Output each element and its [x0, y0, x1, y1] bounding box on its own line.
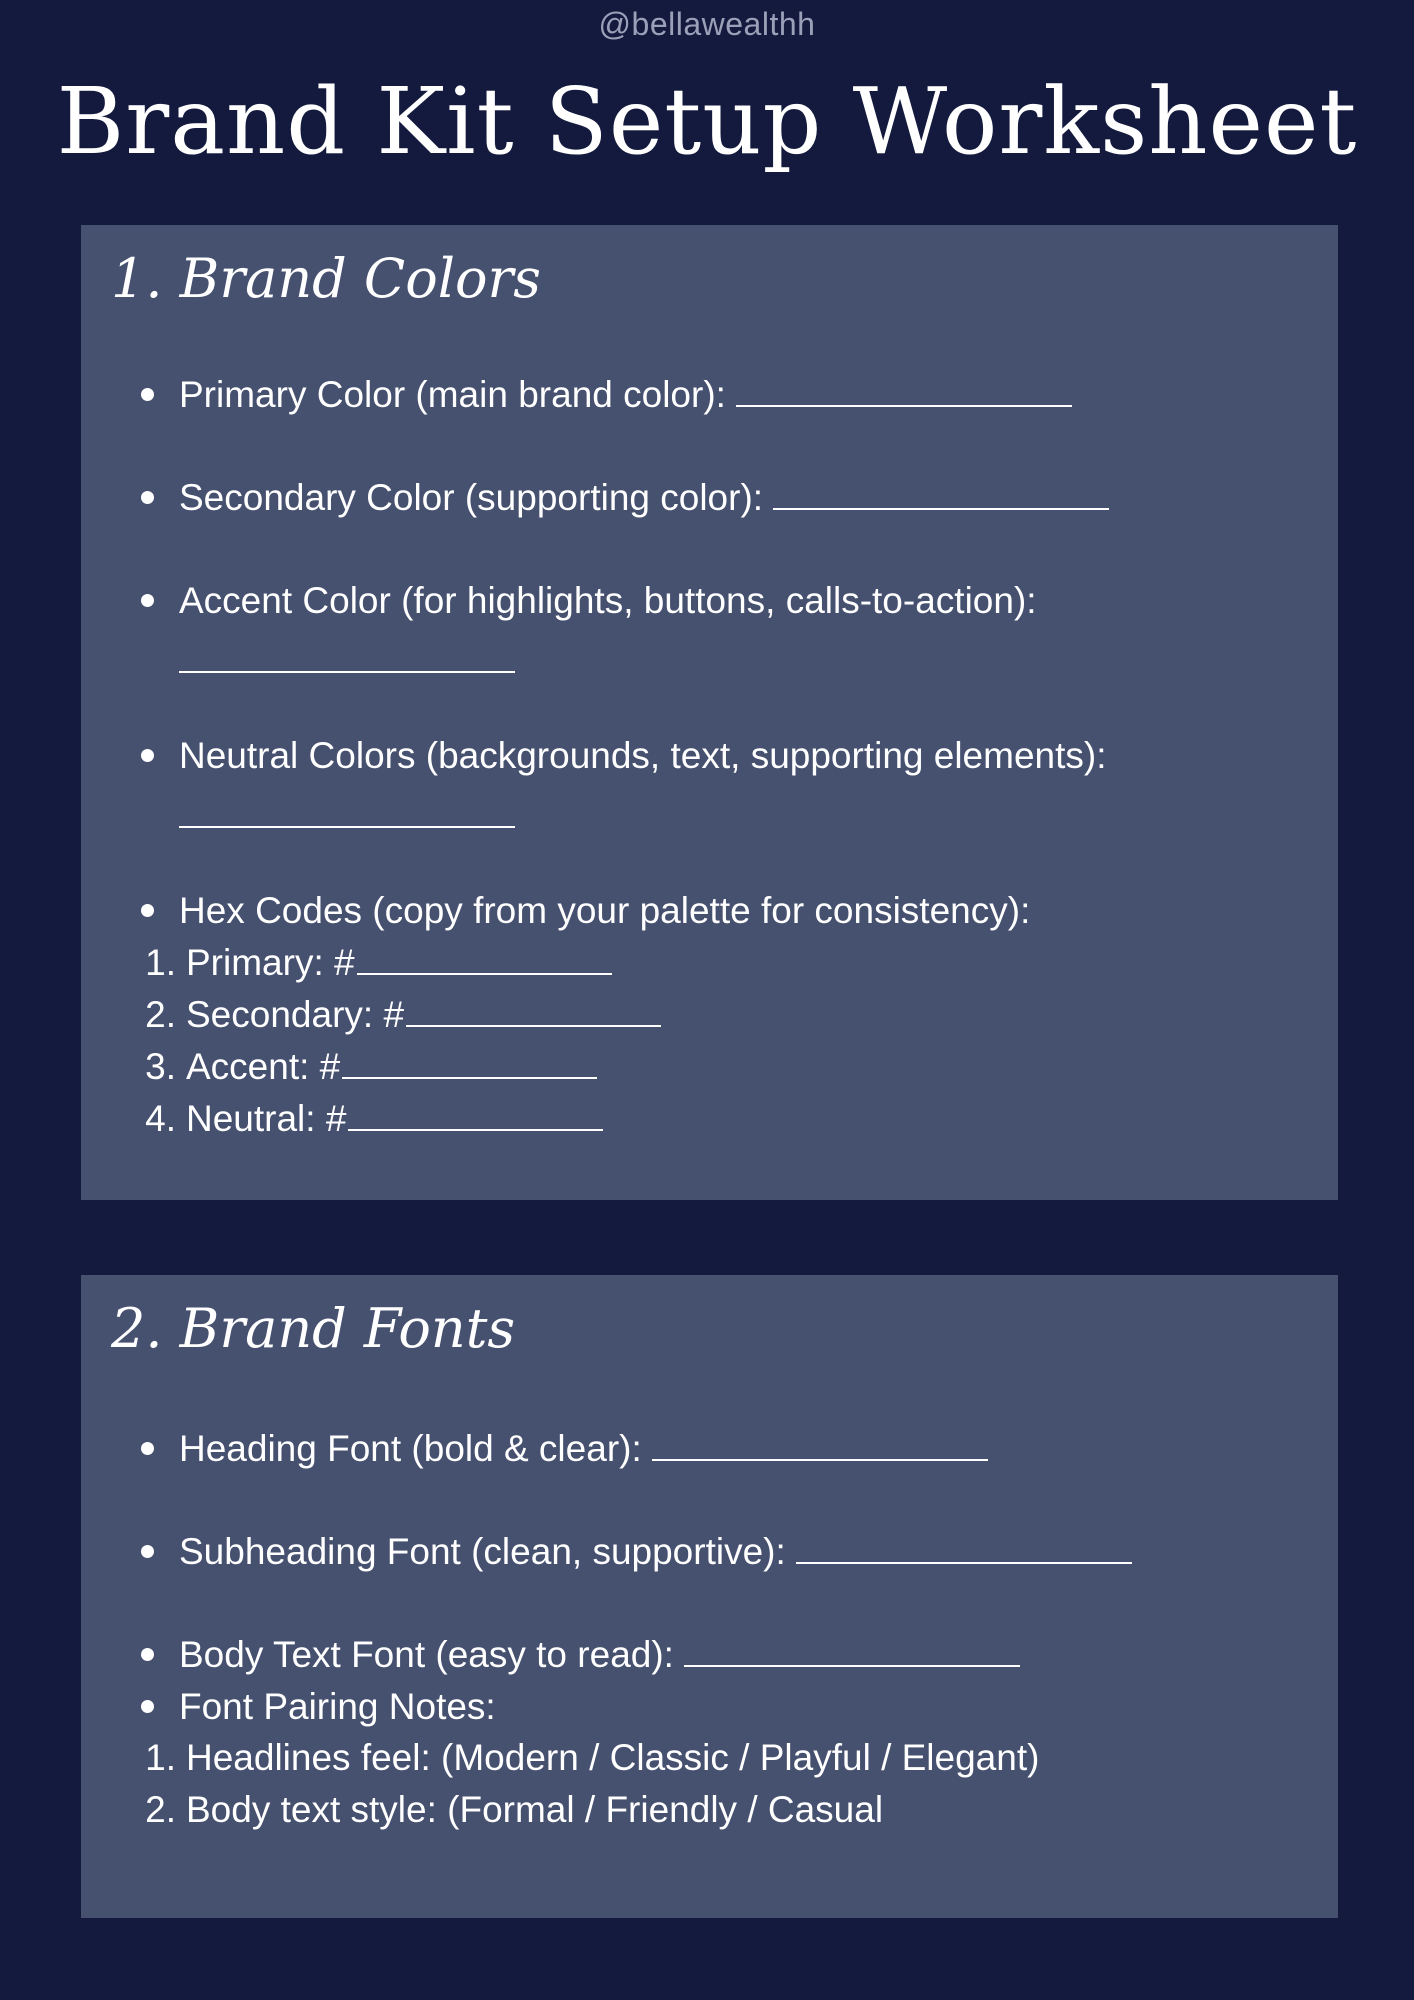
heading-font-blank [652, 1458, 988, 1461]
hex-secondary-item [136, 989, 661, 1041]
brand-fonts-panel [81, 1275, 1338, 1918]
neutral-colors-label: Neutral Colors (backgrounds, text, supporting elements): [179, 735, 1107, 776]
body-text-style-item [136, 1784, 883, 1836]
bullet-icon [141, 1545, 154, 1558]
list-number: 2. [145, 994, 176, 1035]
hex-primary-label: Primary: # [186, 942, 355, 983]
hex-secondary-blank [406, 1024, 661, 1027]
subheading-font-blank [796, 1561, 1132, 1564]
hex-secondary-label: Secondary: # [186, 994, 405, 1035]
neutral-colors-blank [179, 826, 515, 828]
bullet-icon [141, 491, 154, 504]
hex-neutral-item [136, 1093, 603, 1145]
headlines-feel-label: Headlines feel: (Modern / Classic / Playful / Elegant) [186, 1737, 1040, 1778]
author-handle: @bellawealthh [598, 6, 816, 42]
hex-accent-label: Accent: # [186, 1046, 341, 1087]
bullet-icon [141, 1648, 154, 1661]
bullet-icon [141, 594, 154, 607]
page-title: Brand Kit Setup Worksheet [56, 68, 1358, 175]
heading-font-label: Heading Font (bold & clear): [179, 1428, 642, 1469]
body-font-blank [684, 1664, 1020, 1667]
brand-colors-panel [81, 225, 1338, 1200]
hex-accent-blank [342, 1076, 597, 1079]
bullet-icon [141, 749, 154, 762]
list-number: 1. [145, 1737, 176, 1778]
accent-color-label: Accent Color (for highlights, buttons, calls-to-action): [179, 580, 1037, 621]
hex-accent-item [136, 1041, 597, 1093]
hex-codes-label: Hex Codes (copy from your palette for consistency): [179, 890, 1031, 931]
brand-fonts-heading: 2. Brand Fonts [111, 1297, 516, 1360]
bullet-icon [141, 1700, 154, 1713]
secondary-color-blank [773, 507, 1109, 510]
list-number: 4. [145, 1098, 176, 1139]
hex-neutral-label: Neutral: # [186, 1098, 347, 1139]
accent-color-blank [179, 671, 515, 673]
bullet-icon [141, 388, 154, 401]
primary-color-label: Primary Color (main brand color): [179, 374, 726, 415]
font-pairing-label: Font Pairing Notes: [179, 1686, 496, 1727]
bullet-icon [141, 904, 154, 917]
list-number: 2. [145, 1789, 176, 1830]
subheading-font-label: Subheading Font (clean, supportive): [179, 1531, 786, 1572]
brand-colors-heading: 1. Brand Colors [111, 247, 542, 310]
secondary-color-label: Secondary Color (supporting color): [179, 477, 764, 518]
primary-color-blank [736, 404, 1072, 407]
hex-primary-item [136, 937, 612, 989]
list-number: 1. [145, 942, 176, 983]
hex-neutral-blank [348, 1128, 603, 1131]
body-font-label: Body Text Font (easy to read): [179, 1634, 674, 1675]
headlines-feel-item [136, 1732, 1039, 1784]
hex-primary-blank [357, 972, 612, 975]
body-text-style-label: Body text style: (Formal / Friendly / Casual [186, 1789, 884, 1830]
bullet-icon [141, 1442, 154, 1455]
list-number: 3. [145, 1046, 176, 1087]
